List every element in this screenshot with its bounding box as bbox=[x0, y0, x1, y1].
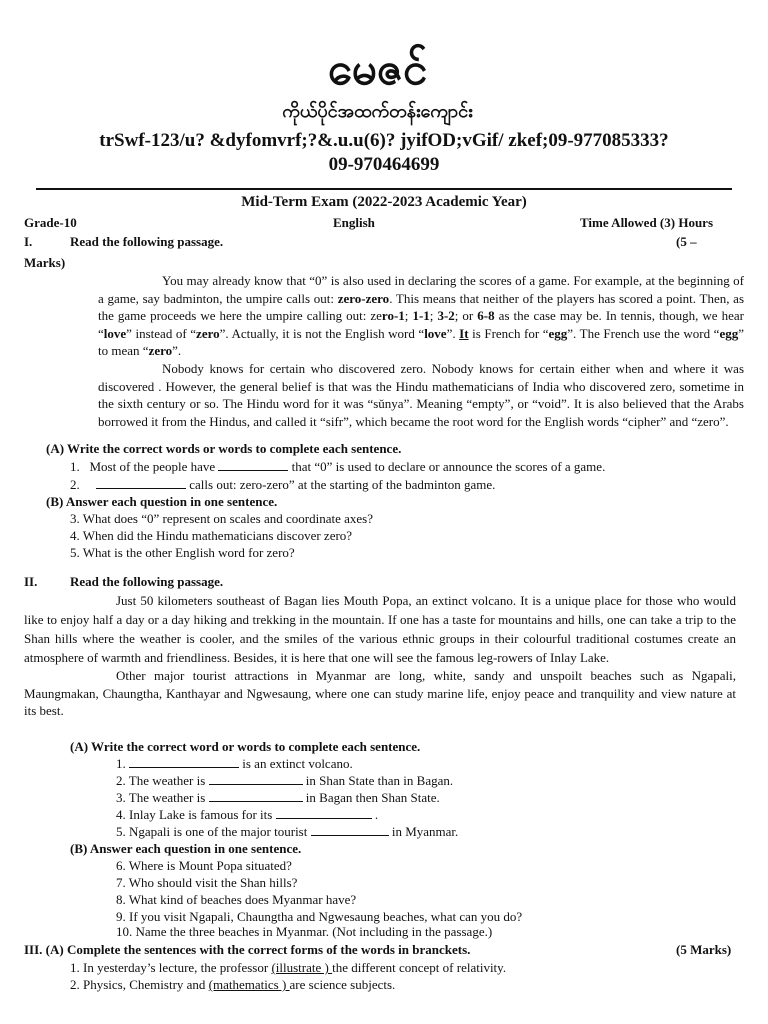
section-2a-item-4: 4. Inlay Lake is famous for its . bbox=[116, 807, 379, 822]
answer-blank[interactable] bbox=[96, 476, 186, 489]
section-1b-item: 3. What does “0” represent on scales and coordinate axes? bbox=[70, 511, 373, 526]
section-2a-item-1: 1. is an extinct volcano. bbox=[116, 756, 353, 771]
section-1a-heading: (A) Write the correct words or words to complete each sentence. bbox=[46, 441, 402, 456]
school-logo bbox=[255, 40, 500, 130]
logo-subtitle: ကိုယ်ပိုင်အထက်တန်းကျောင်း bbox=[282, 101, 473, 122]
section-2b-item: 10. Name the three beaches in Myanmar. (Not including in the passage.) bbox=[116, 924, 493, 939]
section-1-marks-cont: Marks) bbox=[24, 255, 66, 270]
header-divider bbox=[36, 188, 732, 190]
answer-blank[interactable] bbox=[311, 823, 389, 836]
answer-blank[interactable] bbox=[209, 789, 303, 802]
section-3-item-2: 2. Physics, Chemistry and (mathematics ) are science subjects. bbox=[70, 977, 396, 992]
section-1-heading: Read the following passage. bbox=[70, 234, 224, 249]
logo-text: မေဇင် bbox=[327, 44, 428, 95]
answer-blank[interactable] bbox=[218, 458, 288, 471]
passage-1-paragraph-1: You may already know that “0” is also used in declaring the scores of a game. For example, at the beginning of a game, say badminton, the umpire calls out: zero-zero. This means that neither of the players has scored a point. Then, as the game proceeds we here the umpire calling out: zero-1; 1-1; 3-2; or 6-8 as the case may be. In tennis, though, we hear “love” instead of “zero”. Actually, it is not the English word “love”. It is French for “egg”. The French use the word “egg” to mean “zero”. bbox=[98, 273, 745, 359]
section-3-item-1: 1. In yesterday’s lecture, the professor (illustrate ) the different concept of relativity. bbox=[70, 960, 507, 975]
time-allowed: Time Allowed (3) Hours bbox=[580, 215, 714, 230]
section-2a-item-2: 2. The weather is in Shan State than in Bagan. bbox=[116, 773, 454, 788]
section-2a-item-5: 5. Ngapali is one of the major tourist in Myanmar. bbox=[116, 824, 459, 839]
section-1-number: I. bbox=[24, 234, 33, 249]
section-2b-heading: (B) Answer each question in one sentence. bbox=[70, 841, 302, 856]
section-2b-item: 6. Where is Mount Popa situated? bbox=[116, 858, 292, 873]
contact-line-1: trSwf-123/u? &dyfomvrf;?&.u.u(6)? jyifOD;vGif/ zkef;09-977085333? bbox=[99, 130, 669, 151]
answer-blank[interactable] bbox=[129, 755, 239, 768]
answer-blank[interactable] bbox=[209, 772, 303, 785]
section-2b-item: 8. What kind of beaches does Myanmar have? bbox=[116, 892, 357, 907]
section-3-marks: (5 Marks) bbox=[676, 942, 732, 957]
section-2a-item-3: 3. The weather is in Bagan then Shan State. bbox=[116, 790, 440, 805]
section-1-passage bbox=[98, 272, 744, 430]
section-1b-heading: (B) Answer each question in one sentence. bbox=[46, 494, 278, 509]
bracket-word[interactable]: (illustrate ) bbox=[271, 960, 333, 975]
section-1b-item: 4. When did the Hindu mathematicians discover zero? bbox=[70, 528, 353, 543]
section-2a-heading: (A) Write the correct word or words to complete each sentence. bbox=[70, 739, 421, 754]
section-2b-item: 7. Who should visit the Shan hills? bbox=[116, 875, 298, 890]
section-2b-item: 9. If you visit Ngapali, Chaungtha and Ngwesaung beaches, what can you do? bbox=[116, 909, 523, 924]
answer-blank[interactable] bbox=[276, 806, 372, 819]
passage-2-paragraph-2: Other major tourist attractions in Myanmar are long, white, sandy and unspoilt beaches such as Ngapali, Maungmakan, Chaungtha, Kanthayar and Ngwesaung, where one can study marine life, enjoy peace and tranquility and view nature at its best. bbox=[24, 668, 736, 718]
section-1a-item-2: 2. calls out: zero-zero” at the starting of the badminton game. bbox=[70, 477, 496, 492]
contact-line-2: 09-970464699 bbox=[328, 154, 440, 175]
exam-title: Mid-Term Exam (2022-2023 Academic Year) bbox=[241, 194, 527, 210]
section-2-passage bbox=[24, 591, 736, 720]
section-1b-item: 5. What is the other English word for zero? bbox=[70, 545, 295, 560]
section-1-marks: (5 – bbox=[676, 234, 697, 249]
section-2-number: II. bbox=[24, 574, 38, 589]
passage-1-paragraph-2: Nobody knows for certain who discovered zero. Nobody knows for certain either when and where it was discovered . However, the general belief is that was the Hindu mathematicians of India who discovered zero, sometime in the sixth century or so. The Hindu word for it was “sǔnya”. Meaning “empty”, or “void”. It is also believed that the Arabs borrowed it from the Hindus, and called it “sifr”, which became the root word for the English words “cipher” and “zero”. bbox=[98, 360, 744, 429]
bracket-word[interactable]: (mathematics ) bbox=[208, 977, 290, 992]
section-3-heading: III. (A) Complete the sentences with the correct forms of the words in branckets. bbox=[24, 942, 471, 957]
section-1a-item-1: 1. Most of the people have that “0” is used to declare or announce the scores of a game. bbox=[70, 459, 606, 474]
passage-2-paragraph-1: Just 50 kilometers southeast of Bagan lies Mouth Popa, an extinct volcano. It is a unique place for those who would like to enjoy half a day or a day hiking and trekking in the mountain. If one has a taste for mountains and hills, one can take a trip to the Shan hills where the weather is cooler, and the smiles of the various ethnic groups in their colourful traditional costumes create an atmosphere of warmth and friendliness. Besides, it is here that one will see the famous leg-rowers of Inlay Lake. bbox=[24, 593, 736, 665]
subject-label: English bbox=[333, 215, 375, 230]
section-2-heading: Read the following passage. bbox=[70, 574, 224, 589]
grade-label: Grade-10 bbox=[24, 215, 77, 230]
